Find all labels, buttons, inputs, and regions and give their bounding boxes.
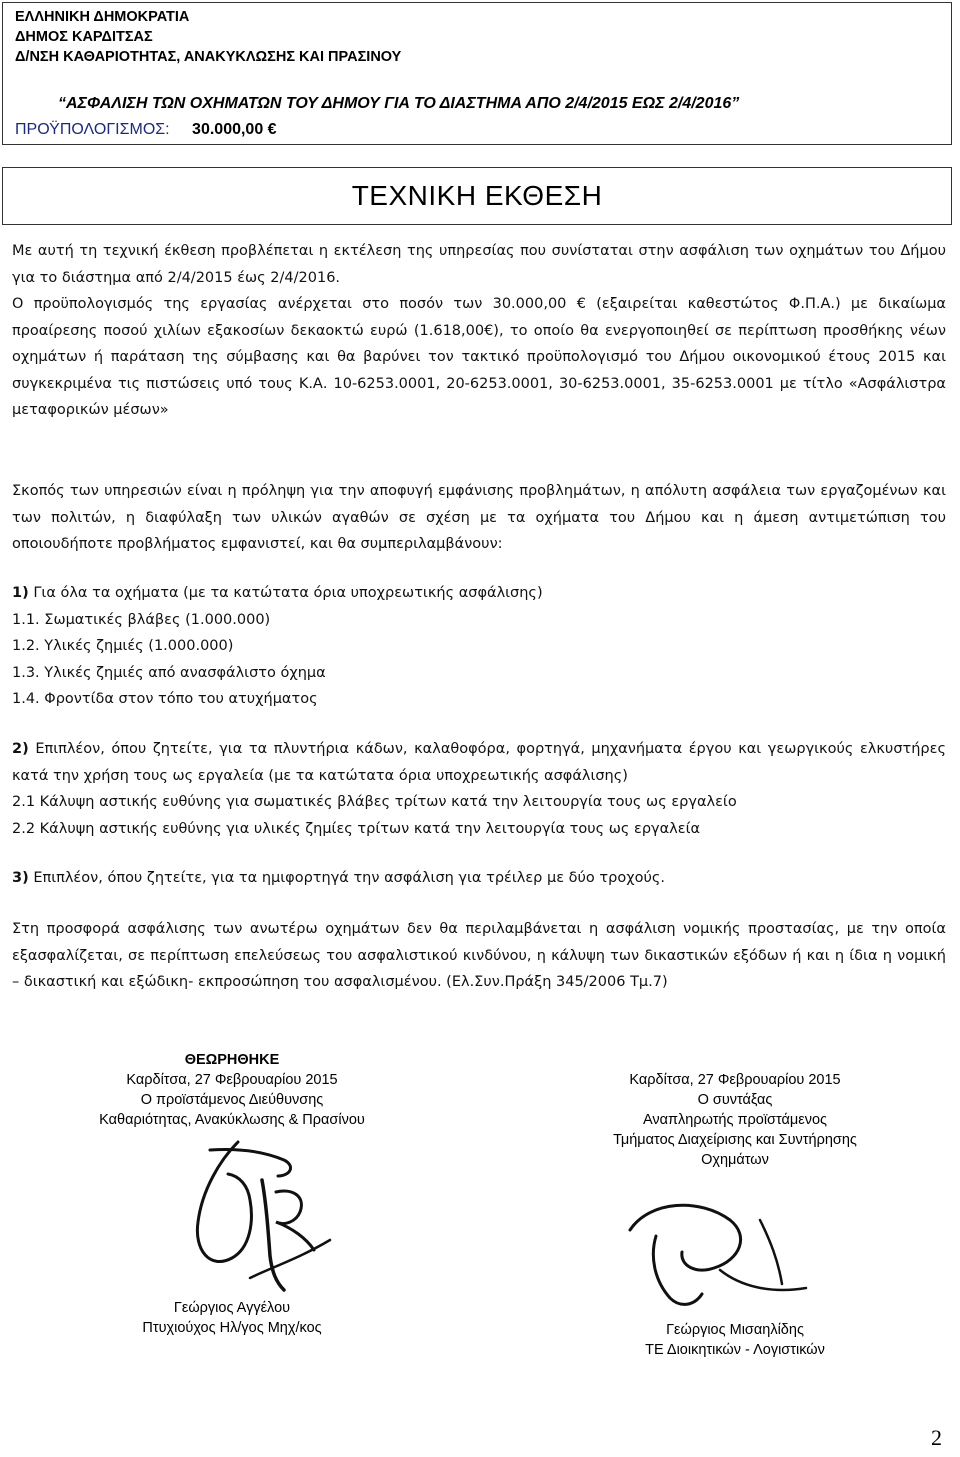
section-1 <box>12 580 946 713</box>
section-1-number: 1) <box>12 585 29 601</box>
list-item: 1.1. Σωματικές βλάβες (1.000.000) <box>12 611 271 628</box>
right-signer <box>570 1320 900 1360</box>
directorate-line: Δ/ΝΣΗ ΚΑΘΑΡΙΟΤΗΤΑΣ, ΑΝΑΚΥΚΛΩΣΗΣ ΚΑΙ ΠΡΑΣΙΝΟΥ <box>15 49 402 65</box>
section-3-heading <box>12 865 946 892</box>
budget-label: ΠΡΟΫΠΟΛΟΓΙΣΜΟΣ: <box>15 121 170 138</box>
legal-paragraph: Στη προσφορά ασφάλισης των ανωτέρω οχημάτων δεν θα περιλαμβάνεται η ασφάλιση νομικής προστασίας, με την οποία εξασφαλίζεται, σε περίπτωση επελεύσεως του ασφαλιστικού κινδύνου, η κάλυψη των δικαστικών εξόδων ή και η ίδια η νομική – δικαστική και εξώδικη- εκπροσώπηση του ασφαλισμένου. (Ελ.Συν.Πράξη 345/2006 Τμ.7) <box>12 921 946 990</box>
section-2-number: 2) <box>12 741 29 757</box>
section-1-text: Για όλα τα οχήματα (με τα κατώτατα όρια υποχρεωτικής ασφάλισης) <box>33 585 543 601</box>
left-signer-title: Πτυχιούχος Ηλ/γος Μηχ/κος <box>142 1320 322 1336</box>
approved-heading: ΘΕΩΡΗΘΗΚΕ <box>184 1052 280 1068</box>
right-role-3: Τμήματος Διαχείρισης και Συντήρησης <box>613 1132 857 1148</box>
municipality-line: ΔΗΜΟΣ ΚΑΡΔΙΤΣΑΣ <box>15 29 153 45</box>
section-3 <box>12 865 946 892</box>
list-item: 1.3. Υλικές ζημιές από ανασφάλιστο όχημα <box>12 664 326 681</box>
section-3-number: 3) <box>12 870 29 886</box>
legal-section <box>12 916 946 996</box>
list-item: 2.1 Κάλυψη αστικής ευθύνης για σωματικές βλάβες τρίτων κατά την λειτουργία τους ως εργαλείο <box>12 794 737 810</box>
title-box <box>2 167 952 225</box>
left-role-2: Καθαριότητας, Ανακύκλωσης & Πρασίνου <box>99 1112 365 1128</box>
list-item: 2.2 Κάλυψη αστικής ευθύνης για υλικές ζημίες τρίτων κατά την λειτουργία τους ως εργαλεία <box>12 820 701 837</box>
left-role-1: Ο προϊστάμενος Διεύθυνσης <box>140 1092 324 1108</box>
left-handwritten-signature <box>180 1130 350 1300</box>
country-line: ΕΛΛΗΝΙΚΗ ΔΗΜΟΚΡΑΤΙΑ <box>15 9 190 25</box>
page-number: 2 <box>931 1425 942 1450</box>
scope-paragraph: Σκοπός των υπηρεσιών είναι η πρόληψη για την αποφυγή εμφάνισης προβλημάτων, η απόλυτη ασφάλεια των εργαζομένων και των πολιτών, η διαφύλαξη των υλικών αγαθών σε σχέση με τα οχήματα του Δήμου και η άμεση αντιμετώπιση του οποιουδήποτε προβλήματος εμφανιστεί, και θα συμπεριλαμβάνουν: <box>12 483 946 552</box>
right-role-4: Οχημάτων <box>701 1152 769 1168</box>
intro-section <box>12 238 946 424</box>
right-role-2: Αναπληρωτής προϊστάμενος <box>642 1112 828 1128</box>
page-title: ΤΕΧΝΙΚΗ ΕΚΘΕΣΗ <box>351 180 603 211</box>
left-date: Καρδίτσα, 27 Φεβρουαρίου 2015 <box>126 1072 338 1088</box>
right-signer-title: ΤΕ Διοικητικών - Λογιστικών <box>645 1342 825 1358</box>
budget-line <box>15 121 277 139</box>
scope-section <box>12 478 946 558</box>
section-3-text: Επιπλέον, όπου ζητείτε, για τα ημιφορτηγά την ασφάλιση για τρέιλερ με δύο τροχούς. <box>33 870 665 886</box>
header-box <box>2 2 952 145</box>
section-1-heading <box>12 580 946 607</box>
right-date: Καρδίτσα, 27 Φεβρουαρίου 2015 <box>629 1072 841 1088</box>
left-signature-block <box>72 1050 392 1130</box>
right-signer-name: Γεώργιος Μισαηλίδης <box>666 1322 804 1338</box>
right-signature-block <box>570 1070 900 1170</box>
budget-amount: 30.000,00 € <box>192 121 277 138</box>
intro-paragraph: Με αυτή τη τεχνική έκθεση προβλέπεται η εκτέλεση της υπηρεσίας που συνίσταται στην ασφάλιση των οχημάτων του Δήμου για το διάστημα από 2/4/2015 έως 2/4/2016. <box>12 243 946 286</box>
section-2-heading <box>12 736 946 789</box>
list-item: 1.4. Φροντίδα στον τόπο του ατυχήματος <box>12 691 318 707</box>
left-signer <box>72 1298 392 1338</box>
right-handwritten-signature <box>610 1190 830 1320</box>
list-item: 1.2. Υλικές ζημιές (1.000.000) <box>12 638 234 654</box>
budget-paragraph: Ο προϋπολογισμός της εργασίας ανέρχεται στο ποσόν των 30.000,00 € (εξαιρείται καθεστώτος Φ.Π.Α.) με δικαίωμα προαίρεσης ποσού χιλίων εξακοσίων δεκαοκτώ ευρώ (1.618,00€), το οποίο θα ενεργοποιηθεί σε περίπτωση προσθήκης νέων οχημάτων ή παράταση της σύμβασης και θα βαρύνει τον τακτικό προϋπολογισμό του Δήμου οικονομικού έτους 2015 και συγκεκριμένα τις πιστώσεις υπό τους Κ.Α. 10-6253.0001, 20-6253.0001, 30-6253.0001, 35-6253.0001 με τίτλο «Ασφάλιστρα μεταφορικών μέσων» <box>12 296 946 418</box>
left-signer-name: Γεώργιος Αγγέλου <box>173 1300 291 1316</box>
section-2-text: Επιπλέον, όπου ζητείτε, για τα πλυντήρια κάδων, καλαθοφόρα, φορτηγά, μηχανήματα έργου και γεωργικούς ελκυστήρες κατά την χρήση τους ως εργαλεία (με τα κατώτατα όρια υποχρεωτικής ασφάλισης) <box>12 741 946 784</box>
subject-line: “ΑΣΦΑΛΙΣΗ ΤΩΝ ΟΧΗΜΑΤΩΝ ΤΟΥ ΔΗΜΟΥ ΓΙΑ ΤΟ ΔΙΑΣΤΗΜΑ ΑΠΟ 2/4/2015 ΕΩΣ 2/4/2016” <box>58 95 740 112</box>
right-role-1: Ο συντάξας <box>697 1092 773 1108</box>
section-2 <box>12 736 946 842</box>
